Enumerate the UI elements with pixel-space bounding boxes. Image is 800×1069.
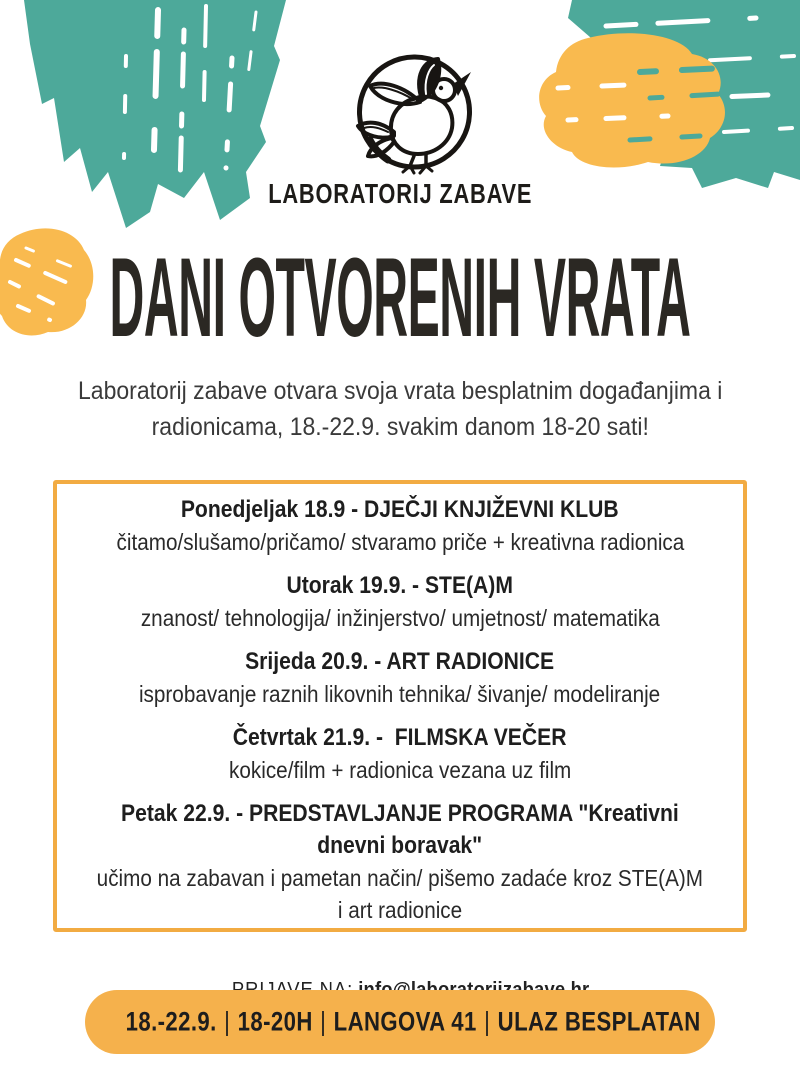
schedule-event [57,646,743,710]
event-heading-line: Srijeda 20.9. - ART RADIONICE [245,648,555,675]
schedule-event [57,494,743,558]
event-heading-line: dnevni boravak" [317,832,483,859]
event-description-line: učimo na zabavan i pametan način/ pišemo zadaće kroz STE(A)M [96,865,704,891]
schedule-box [53,480,747,932]
bird-logo-icon [344,48,484,188]
event-heading-line: Petak 22.9. - PREDSTAVLJANJE PROGRAMA "Kreativni [121,800,679,827]
brand-name: LABORATORIJ ZABAVE [267,178,533,209]
brush-splash-yellow-top-right [528,28,743,180]
footer-separator: | [224,1006,231,1037]
footer-separator: | [484,1006,491,1037]
event-description-line: čitamo/slušamo/pričamo/ stvaramo priče + kreativna radionica [116,529,684,555]
schedule-event [57,798,743,926]
footer-bar-item: ULAZ BESPLATAN [497,1006,701,1037]
schedule-event [57,570,743,634]
page-title [0,235,800,360]
footer-bar [85,990,715,1054]
schedule-event [57,722,743,786]
event-description-line: kokice/film + radionica vezana uz film [228,757,572,783]
footer-bar-item: 18-20H [237,1006,313,1037]
event-heading-line: Četvrtak 21.9. - FILMSKA VEČER [233,724,567,751]
footer-bar-text [99,976,700,1069]
footer-bar-item: 18.-22.9. [125,1006,217,1037]
footer-bar-item: LANGOVA 41 [333,1006,477,1037]
footer-separator: | [320,1006,327,1037]
event-heading-line: Utorak 19.9. - STE(A)M [286,572,514,599]
page-title-text: DANI OTVORENIH VRATA [109,235,691,360]
intro-text [0,373,800,445]
event-description-line: i art radionice [337,897,463,923]
event-description-line: isprobavanje raznih likovnih tehnika/ šivanje/ modeliranje [139,681,661,707]
intro-line: Laboratorij zabave otvara svoja vrata besplatnim događanjima i [77,377,723,405]
event-description-line: znanost/ tehnologija/ inžinjerstvo/ umjetnost/ matematika [140,605,660,631]
event-heading-line: Ponedjeljak 18.9 - DJEČJI KNJIŽEVNI KLUB [181,496,619,523]
intro-line: radionicama, 18.-22.9. svakim danom 18-20 sati! [151,413,649,441]
